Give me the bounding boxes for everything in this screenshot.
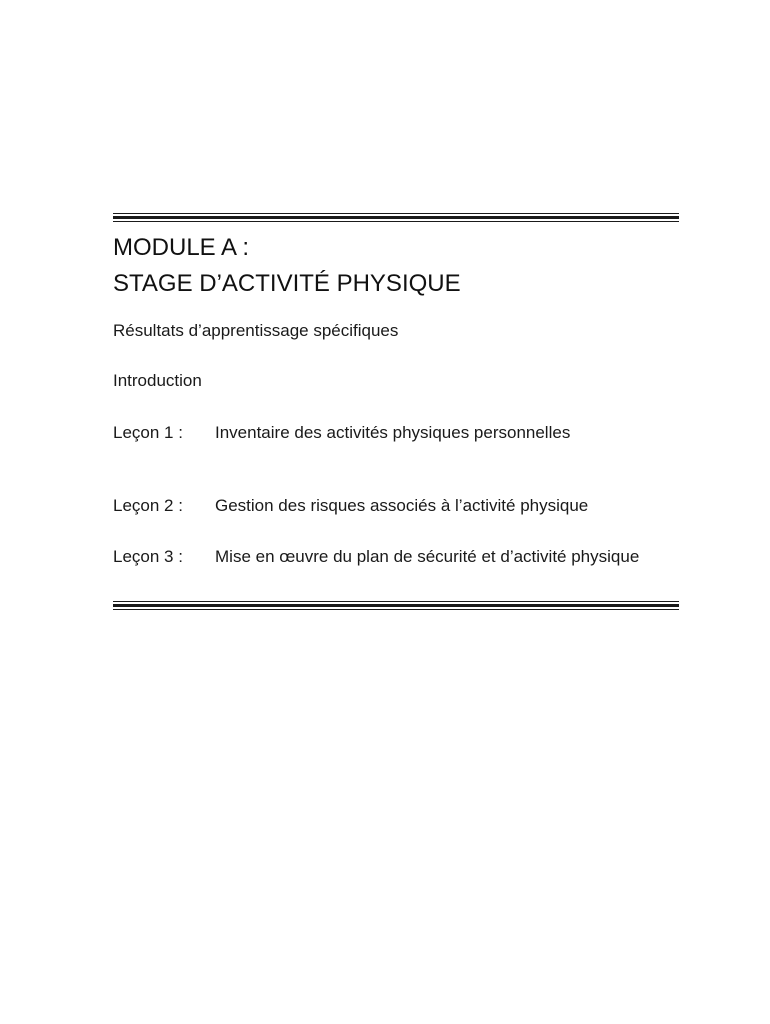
bottom-divider-thin-line — [113, 601, 679, 602]
lesson-number: Leçon 3 : — [113, 547, 183, 566]
lesson-number: Leçon 2 : — [113, 496, 183, 515]
top-divider-thick-line — [113, 216, 679, 219]
top-divider-thin-line — [113, 221, 679, 222]
learning-outcomes-heading: Résultats d’apprentissage spécifiques — [113, 321, 399, 340]
lesson-number: Leçon 1 : — [113, 423, 183, 442]
top-divider — [113, 213, 679, 222]
introduction-heading: Introduction — [113, 371, 202, 390]
module-title-line-2: STAGE D’ACTIVITÉ PHYSIQUE — [113, 270, 461, 297]
module-title-line-1: MODULE A : — [113, 234, 250, 261]
lesson-title: Inventaire des activités physiques personnelles — [215, 423, 571, 442]
lesson-title: Mise en œuvre du plan de sécurité et d’activité physique — [215, 547, 640, 566]
bottom-divider-thick-line — [113, 604, 679, 607]
top-divider-thin-line — [113, 213, 679, 214]
bottom-divider — [113, 601, 679, 610]
lesson-title: Gestion des risques associés à l’activité physique — [215, 496, 589, 515]
bottom-divider-thin-line — [113, 609, 679, 610]
